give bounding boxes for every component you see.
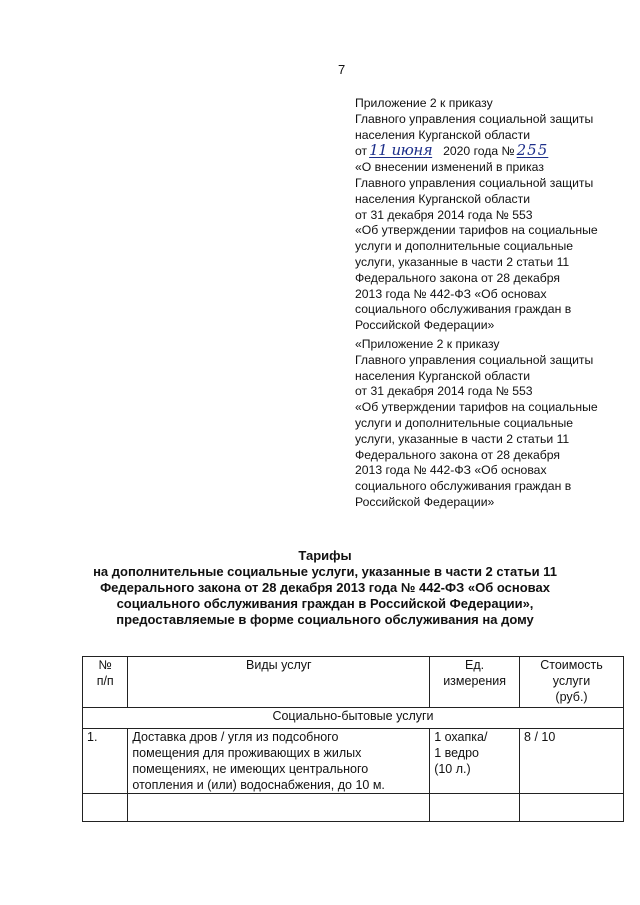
handwritten-number: 255 <box>516 141 549 160</box>
row-desc <box>128 729 430 794</box>
handwritten-date: 11 июня <box>369 141 433 160</box>
title-line: Федерального закона от 28 декабря 2013 года № 442-ФЗ «Об основах <box>100 580 550 595</box>
row-num: 1. <box>83 729 128 794</box>
header-price-line: Стоимость <box>540 658 603 672</box>
appendix-line: Российской Федерации» <box>355 318 495 333</box>
appendix-line: Главного управления социальной защиты <box>355 175 594 190</box>
appendix-line: «Приложение 2 к приказу <box>355 337 500 351</box>
order-date-line <box>355 143 598 160</box>
header-unit-line: Ед. <box>465 658 485 672</box>
empty-cell <box>83 794 128 822</box>
appendix-line: Федерального закона от 28 декабря <box>355 447 560 462</box>
appendix-line: услуги, указанные в части 2 статьи 11 <box>355 254 570 269</box>
appendix-line: 2013 года № 442-ФЗ «Об основах <box>355 286 547 301</box>
row-unit-line: 1 ведро <box>434 746 479 760</box>
empty-cell <box>128 794 430 822</box>
header-unit <box>430 657 520 708</box>
appendix-line: «Об утверждении тарифов на социальные <box>355 400 598 415</box>
tariff-table <box>82 656 624 822</box>
row-desc-line: Доставка дров / угля из подсобного <box>132 730 339 744</box>
table-continuation-row <box>83 794 624 822</box>
appendix-line: социального обслуживания граждан в <box>355 479 572 494</box>
appendix-line: населения Курганской области <box>355 368 531 383</box>
section-title: Социально-бытовые услуги <box>83 708 624 729</box>
header-service: Виды услуг <box>128 657 430 708</box>
appendix-line: населения Курганской области <box>355 127 531 142</box>
appendix-line: «Об утверждении тарифов на социальные <box>355 223 598 238</box>
header-price <box>520 657 624 708</box>
row-desc-line: помещениях, не имеющих центрального <box>132 762 369 776</box>
title-line: предоставляемые в форме социального обслуживания на дому <box>116 612 534 627</box>
header-num <box>83 657 128 708</box>
page-number: 7 <box>338 62 346 77</box>
appendix-line: 2013 года № 442-ФЗ «Об основах <box>355 463 547 478</box>
appendix-line: социального обслуживания граждан в <box>355 302 572 317</box>
title-line: социального обслуживания граждан в Российской Федерации», <box>116 596 534 611</box>
empty-cell <box>520 794 624 822</box>
header-price-line: услуги <box>552 674 591 688</box>
appendix-line: «О внесении изменений в приказ <box>355 160 544 175</box>
row-unit <box>430 729 520 794</box>
document-title <box>60 548 590 628</box>
row-price: 8 / 10 <box>520 729 624 794</box>
appendix-line: от 31 декабря 2014 года № 553 <box>355 207 533 222</box>
table-row <box>83 729 624 794</box>
header-price-line: (руб.) <box>555 690 588 704</box>
appendix-line: Федерального закона от 28 декабря <box>355 270 560 285</box>
appendix-line: услуги и дополнительные социальные <box>355 415 573 430</box>
appendix-line: услуги, указанные в части 2 статьи 11 <box>355 431 570 446</box>
appendix-line: от 31 декабря 2014 года № 553 <box>355 384 533 399</box>
row-unit-line: (10 л.) <box>434 762 471 776</box>
appendix-line: Приложение 2 к приказу <box>355 96 493 110</box>
appendix-line: услуги и дополнительные социальные <box>355 239 573 254</box>
section-row <box>83 708 624 729</box>
appendix-header <box>355 96 598 334</box>
appendix-line: Главного управления социальной защиты <box>355 352 594 367</box>
header-num-line: № <box>98 658 112 672</box>
appendix-quote <box>355 337 598 511</box>
appendix-line: Российской Федерации» <box>355 494 495 509</box>
appendix-line: Главного управления социальной защиты <box>355 111 594 126</box>
order-date-prefix: от <box>355 144 368 159</box>
title-heading: Тарифы <box>298 548 352 563</box>
appendix-line: населения Курганской области <box>355 191 531 206</box>
row-desc-line: отопления и (или) водоснабжения, до 10 м. <box>132 778 385 792</box>
order-year-label: 2020 года № <box>443 144 515 159</box>
table-header-row <box>83 657 624 708</box>
row-unit-line: 1 охапка/ <box>434 730 488 744</box>
title-line: на дополнительные социальные услуги, указанные в части 2 статьи 11 <box>93 564 557 579</box>
row-desc-line: помещения для проживающих в жилых <box>132 746 362 760</box>
header-num-line: п/п <box>96 674 114 688</box>
empty-cell <box>430 794 520 822</box>
header-unit-line: измерения <box>443 674 507 688</box>
